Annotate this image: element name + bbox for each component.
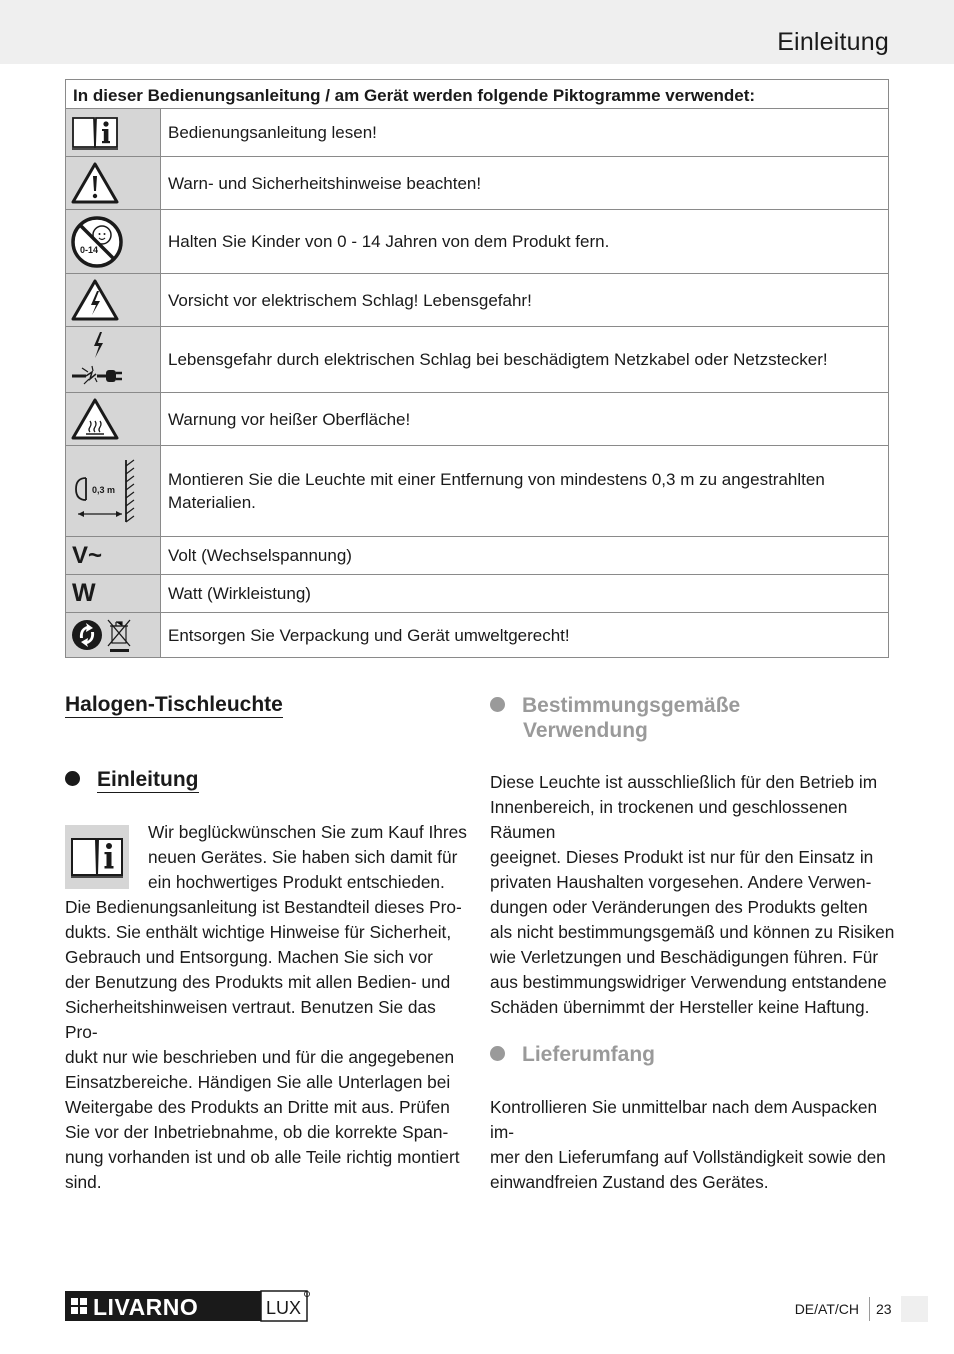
pictogram-table-heading: In dieser Bedienungsanleitung / am Gerät werden folgende Piktogramme verwendet:	[66, 80, 889, 109]
text-line: Kontrollieren Sie unmittelbar nach dem Auspacken im-	[490, 1097, 878, 1142]
page-number: 23	[876, 1301, 892, 1317]
icon-cell	[66, 157, 161, 210]
text-line: dukts. Sie enthält wichtige Hinweise für Sicherheit,	[65, 922, 452, 942]
text-line: Einsatzbereiche. Händigen Sie alle Unterlagen bei	[65, 1072, 451, 1092]
product-title: Halogen-Tischleuchte	[65, 693, 283, 716]
watt-symbol: W	[72, 579, 96, 607]
text-line: wie Verletzungen und Beschädigungen führen. Für	[490, 947, 879, 967]
intro-paragraph	[65, 895, 470, 1195]
icon-cell	[66, 109, 161, 157]
text-line: aus bestimmungswidriger Verwendung entstandene	[490, 972, 887, 992]
brand-suffix: LUX	[266, 1298, 302, 1318]
text-line: nung vorhanden ist und ob alle Teile richtig montiert	[65, 1147, 460, 1167]
text-line: als nicht bestimmungsgemäß und können zu Risiken	[490, 922, 895, 942]
table-row	[66, 537, 889, 575]
text-line: mer den Lieferumfang auf Vollständigkeit sowie den	[490, 1147, 886, 1167]
distance-label: 0,3 m	[92, 485, 116, 495]
page-header-title: Einleitung	[777, 28, 889, 56]
pictogram-table	[65, 79, 889, 658]
manual-book-icon	[70, 113, 120, 153]
table-row	[66, 274, 889, 327]
text-line: neuen Gerätes. Sie haben sich damit für	[148, 847, 458, 867]
text-line: Diese Leuchte ist ausschließlich für den Betrieb im	[490, 772, 878, 792]
bullet-icon	[490, 697, 505, 712]
text-line: Weitergabe des Produkts an Dritte mit aus. Prüfen	[65, 1097, 450, 1117]
table-row	[66, 327, 889, 393]
bullet-icon	[65, 771, 80, 786]
table-row	[66, 613, 889, 658]
pictogram-description: Vorsicht vor elektrischem Schlag! Lebensgefahr!	[161, 274, 889, 327]
text-line: dungen oder Veränderungen des Produkts gelten	[490, 897, 868, 917]
pictogram-table-heading-row	[66, 80, 889, 109]
text-line: sind.	[65, 1172, 102, 1192]
age-label: 0-14	[80, 244, 99, 255]
icon-cell	[66, 575, 161, 613]
pictogram-description: Warn- und Sicherheitshinweise beachten!	[161, 157, 889, 210]
pictogram-description: Watt (Wirkleistung)	[161, 575, 889, 613]
text-line: Schäden übernimmt der Hersteller keine Haftung.	[490, 997, 870, 1017]
table-row	[66, 575, 889, 613]
table-row	[66, 109, 889, 157]
icon-cell	[66, 274, 161, 327]
usage-paragraph	[490, 770, 895, 1020]
text-line: privaten Haushalten vorgesehen. Andere Verwen-	[490, 872, 872, 892]
text-line: Wir beglückwünschen Sie zum Kauf Ihres	[148, 822, 467, 842]
text-line: Sicherheitshinweisen vertraut. Benutzen Sie das Pro-	[65, 997, 436, 1042]
table-row	[66, 210, 889, 274]
icon-cell	[66, 327, 161, 393]
icon-cell	[66, 537, 161, 575]
delivery-paragraph	[490, 1095, 895, 1195]
intro-heading: Einleitung	[65, 768, 199, 792]
volt-ac-symbol: V~	[72, 541, 103, 569]
icon-cell	[66, 446, 161, 537]
manual-icon-box	[65, 825, 129, 889]
manual-book-icon	[65, 825, 129, 889]
pictogram-description: Lebensgefahr durch elektrischen Schlag bei beschädigtem Netzkabel oder Netzstecker!	[161, 327, 889, 393]
intro-paragraph-wrapped	[148, 820, 468, 895]
table-row	[66, 393, 889, 446]
pictogram-description: Entsorgen Sie Verpackung und Gerät umweltgerecht!	[161, 613, 889, 658]
no-children-icon	[70, 215, 124, 269]
pictogram-description: Volt (Wechselspannung)	[161, 537, 889, 575]
pictogram-description: Warnung vor heißer Oberfläche!	[161, 393, 889, 446]
text-line: Sie vor der Inbetriebnahme, ob die korrekte Span-	[65, 1122, 449, 1142]
text-line: Gebrauch und Entsorgung. Machen Sie sich vor	[65, 947, 433, 967]
footer-marker-box	[901, 1296, 928, 1322]
text-line: einwandfreien Zustand des Gerätes.	[490, 1172, 769, 1192]
icon-cell	[66, 613, 161, 658]
text-line: geeignet. Dieses Produkt ist nur für den Einsatz in	[490, 847, 874, 867]
damaged-plug-icon	[70, 330, 126, 390]
text-line: Die Bedienungsanleitung ist Bestandteil dieses Pro-	[65, 897, 462, 917]
table-row	[66, 446, 889, 537]
brand-name: LIVARNO	[93, 1294, 199, 1320]
recycle-dispose-icon	[70, 616, 136, 654]
text-line: dukt nur wie beschrieben und für die angegebenen	[65, 1047, 455, 1067]
footer-divider	[869, 1297, 870, 1321]
pictogram-description: Bedienungsanleitung lesen!	[161, 109, 889, 157]
icon-cell	[66, 393, 161, 446]
text-line: ein hochwertiges Produkt entschieden.	[148, 872, 445, 892]
electric-shock-warning-icon	[70, 278, 120, 322]
text-line: der Benutzung des Produkts mit allen Bedien- und	[65, 972, 451, 992]
pictogram-description: Montieren Sie die Leuchte mit einer Entfernung von mindestens 0,3 m zu angestrahlten Materialien.	[161, 446, 889, 537]
region-label: DE/AT/CH	[794, 1301, 859, 1317]
bullet-icon	[490, 1046, 505, 1061]
usage-heading: Bestimmungsgemäße Verwendung	[490, 693, 740, 743]
icon-cell	[66, 210, 161, 274]
hot-surface-warning-icon	[70, 397, 120, 441]
delivery-heading: Lieferumfang	[490, 1043, 655, 1067]
brand-logo	[65, 1290, 311, 1327]
table-row	[66, 157, 889, 210]
distance-lamp-icon	[70, 456, 136, 526]
warning-triangle-icon	[70, 161, 120, 205]
pictogram-description: Halten Sie Kinder von 0 - 14 Jahren von dem Produkt fern.	[161, 210, 889, 274]
text-line: Innenbereich, in trockenen und geschlossenen Räumen	[490, 797, 848, 842]
